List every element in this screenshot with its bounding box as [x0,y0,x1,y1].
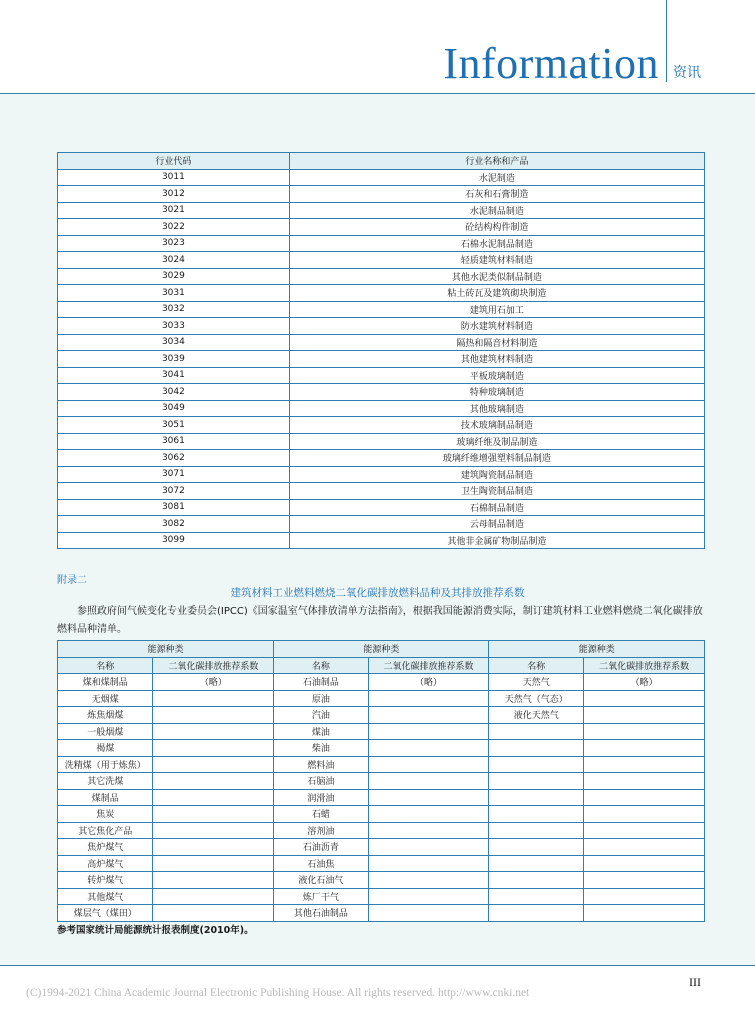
table-cell: 云母制品制造 [289,516,704,533]
table-cell [489,855,584,872]
header-title: Information [443,39,659,88]
table-cell: 煤油 [274,723,368,740]
table-row [58,450,705,467]
table-cell [368,690,489,707]
header-subtitle: 资讯 [673,65,701,81]
table-cell [489,723,584,740]
column-header-name: 名称 [58,657,153,674]
table-cell: 3034 [58,334,290,351]
table-cell: 焦炭 [58,806,153,823]
table-row [58,334,705,351]
fuel-emission-table [57,640,705,922]
table-row [58,285,705,302]
table-cell [584,806,705,823]
table-cell: 隔热和隔音材料制造 [289,334,704,351]
table-row [58,235,705,252]
table-header-row [58,153,705,170]
table-cell: 其他石油制品 [274,905,368,922]
table-row [58,855,705,872]
table-cell [489,905,584,922]
table-row [58,822,705,839]
table-cell: 3032 [58,301,290,318]
table-cell: 原油 [274,690,368,707]
table-cell [153,789,274,806]
table-row [58,466,705,483]
table-cell [584,888,705,905]
table-row [58,723,705,740]
table-cell: 石灰和石膏制造 [289,186,704,203]
table-row [58,483,705,500]
table-cell: 水泥制造 [289,169,704,186]
table-cell [584,690,705,707]
footer-rule [0,965,755,966]
table-cell: 玻璃纤维增强塑料制品制造 [289,450,704,467]
table-cell [584,822,705,839]
column-header-code: 行业代码 [58,153,290,170]
table-cell [153,855,274,872]
table-row [58,367,705,384]
table-cell [368,872,489,889]
table-cell: 转炉煤气 [58,872,153,889]
table-cell: 润滑油 [274,789,368,806]
column-header-name: 名称 [274,657,368,674]
column-header-factor: 二氧化碳排放推荐系数 [584,657,705,674]
group-header: 能源种类 [58,641,274,658]
source-note: 参考国家统计局能源统计报表制度(2010年)。 [57,925,254,936]
table-cell: 液化天然气 [489,707,584,724]
column-header-name: 名称 [489,657,584,674]
table-cell: 石油焦 [274,855,368,872]
table-row [58,532,705,549]
table-cell: 3041 [58,367,290,384]
table-cell [489,756,584,773]
table-cell: 3051 [58,417,290,434]
industry-code-table [57,152,705,549]
table-cell: 炼厂干气 [274,888,368,905]
table-cell [368,822,489,839]
header-rule [0,93,755,94]
table-cell: 3081 [58,499,290,516]
table-row [58,318,705,335]
table-cell [153,872,274,889]
table-cell: 砼结构构件制造 [289,219,704,236]
table-row [58,516,705,533]
table-row [58,186,705,203]
table-cell: 洗精煤（用于炼焦） [58,756,153,773]
group-header-row [58,641,705,658]
column-header-factor: 二氧化碳排放推荐系数 [153,657,274,674]
table-cell: 其他玻璃制造 [289,400,704,417]
table-cell: 技术玻璃制品制造 [289,417,704,434]
table-cell [153,756,274,773]
table-cell [489,839,584,856]
table-row [58,740,705,757]
table-cell [153,740,274,757]
table-cell: 轻质建筑材料制造 [289,252,704,269]
table-cell: 特种玻璃制造 [289,384,704,401]
table-cell: 3011 [58,169,290,186]
table-cell [584,872,705,889]
table-cell [153,707,274,724]
table-cell: 建筑用石加工 [289,301,704,318]
table-cell: 3021 [58,202,290,219]
table-cell [153,773,274,790]
table-cell [368,756,489,773]
table-row [58,839,705,856]
table-row [58,806,705,823]
table-cell: 建筑陶瓷制品制造 [289,466,704,483]
table-cell: 一般烟煤 [58,723,153,740]
appendix-label: 附录二 [57,575,87,586]
table-cell: 天然气（气态） [489,690,584,707]
table-cell [153,905,274,922]
table-cell: 褐煤 [58,740,153,757]
table-row [58,169,705,186]
table-cell: 3029 [58,268,290,285]
table-cell: 3062 [58,450,290,467]
table-row [58,351,705,368]
table-cell: （略） [368,674,489,691]
table-cell [368,855,489,872]
table-cell: 其它洗煤 [58,773,153,790]
table-cell [584,773,705,790]
table-cell [368,905,489,922]
table-cell: 3033 [58,318,290,335]
table-cell: 炼焦烟煤 [58,707,153,724]
intro-paragraph: 参照政府间气候变化专业委员会(IPCC)《国家温室气体排放清单方法指南》，根据我国能源消费实际，制订建筑材料工业燃料燃烧二氧化碳排放燃料品种清单。 [57,606,703,635]
table-cell: 3049 [58,400,290,417]
table-row [58,789,705,806]
column-header-factor: 二氧化碳排放推荐系数 [368,657,489,674]
table-row [58,674,705,691]
table-row [58,872,705,889]
table-cell: 石脑油 [274,773,368,790]
table-cell [368,740,489,757]
table-cell: 柴油 [274,740,368,757]
table-cell: 燃料油 [274,756,368,773]
table-cell [489,773,584,790]
table-cell [153,839,274,856]
table-cell: 3071 [58,466,290,483]
table-cell: 液化石油气 [274,872,368,889]
table-cell: 防水建筑材料制造 [289,318,704,335]
table-cell [584,756,705,773]
table-cell: 其他水泥类似制品制造 [289,268,704,285]
table-cell: 其他煤气 [58,888,153,905]
table-cell: 水泥制品制造 [289,202,704,219]
table-cell [368,773,489,790]
column-header-name: 行业名称和产品 [289,153,704,170]
table-row [58,400,705,417]
table-cell [584,723,705,740]
page-number: III [689,975,701,989]
table-cell [584,707,705,724]
table-cell: 3061 [58,433,290,450]
table-cell: 其他非金属矿物制品制造 [289,532,704,549]
table-row [58,905,705,922]
table-cell: 其他建筑材料制造 [289,351,704,368]
table-cell [368,707,489,724]
table-cell: 无烟煤 [58,690,153,707]
table-row [58,219,705,236]
column-header-row [58,657,705,674]
table-cell: 石油沥青 [274,839,368,856]
table-cell [584,905,705,922]
table-row [58,690,705,707]
table-cell: 3042 [58,384,290,401]
table-cell [153,723,274,740]
table-cell [584,740,705,757]
table-cell: 卫生陶瓷制品制造 [289,483,704,500]
table-cell: （略） [584,674,705,691]
table-row [58,417,705,434]
table-cell: 平板玻璃制造 [289,367,704,384]
table-cell [584,789,705,806]
table-row [58,707,705,724]
table-cell [584,855,705,872]
table-cell: 高炉煤气 [58,855,153,872]
table-cell: 3024 [58,252,290,269]
section-title: 建筑材料工业燃料燃烧二氧化碳排放燃料品种及其排放推荐系数 [230,587,525,599]
table-cell [368,723,489,740]
table-row [58,888,705,905]
table-cell: 3012 [58,186,290,203]
group-header: 能源种类 [489,641,705,658]
table-cell: 3031 [58,285,290,302]
table-cell: 石油制品 [274,674,368,691]
table-cell: 煤制品 [58,789,153,806]
table-cell [368,789,489,806]
table-cell [489,789,584,806]
table-cell: 3082 [58,516,290,533]
table-cell: 3072 [58,483,290,500]
table-cell: 煤层气（煤田） [58,905,153,922]
table-cell: 其它焦化产品 [58,822,153,839]
table-row [58,756,705,773]
table-cell: 粘土砖瓦及建筑砌块制造 [289,285,704,302]
fuel-emission-table-body [58,674,705,922]
table-cell [489,888,584,905]
table-cell [153,690,274,707]
table-cell: 天然气 [489,674,584,691]
table-cell [489,806,584,823]
table-cell [368,806,489,823]
table-cell [489,740,584,757]
table-cell: 焦炉煤气 [58,839,153,856]
table-cell: 3023 [58,235,290,252]
table-cell [368,888,489,905]
group-header: 能源种类 [274,641,489,658]
table-row [58,202,705,219]
table-row [58,499,705,516]
table-cell: 溶剂油 [274,822,368,839]
table-cell: 玻璃纤维及制品制造 [289,433,704,450]
table-cell [368,839,489,856]
table-row [58,301,705,318]
table-cell [153,822,274,839]
table-cell [489,822,584,839]
header-vertical-rule [666,0,667,82]
table-cell [153,888,274,905]
table-row [58,433,705,450]
table-cell: 3022 [58,219,290,236]
table-row [58,773,705,790]
table-cell: 煤和煤制品 [58,674,153,691]
table-cell: 石棉制品制造 [289,499,704,516]
table-row [58,384,705,401]
table-cell [153,806,274,823]
industry-code-table-body [58,169,705,549]
table-cell: 3099 [58,532,290,549]
table-cell: 石棉水泥制品制造 [289,235,704,252]
table-cell: （略） [153,674,274,691]
table-cell [489,872,584,889]
table-row [58,252,705,269]
table-cell: 石蜡 [274,806,368,823]
table-cell: 3039 [58,351,290,368]
copyright-notice: (C)1994-2021 China Academic Journal Electronic Publishing House. All rights reserved. http://www.cnki.net [26,987,530,999]
table-row [58,268,705,285]
table-cell: 汽油 [274,707,368,724]
table-cell [584,839,705,856]
